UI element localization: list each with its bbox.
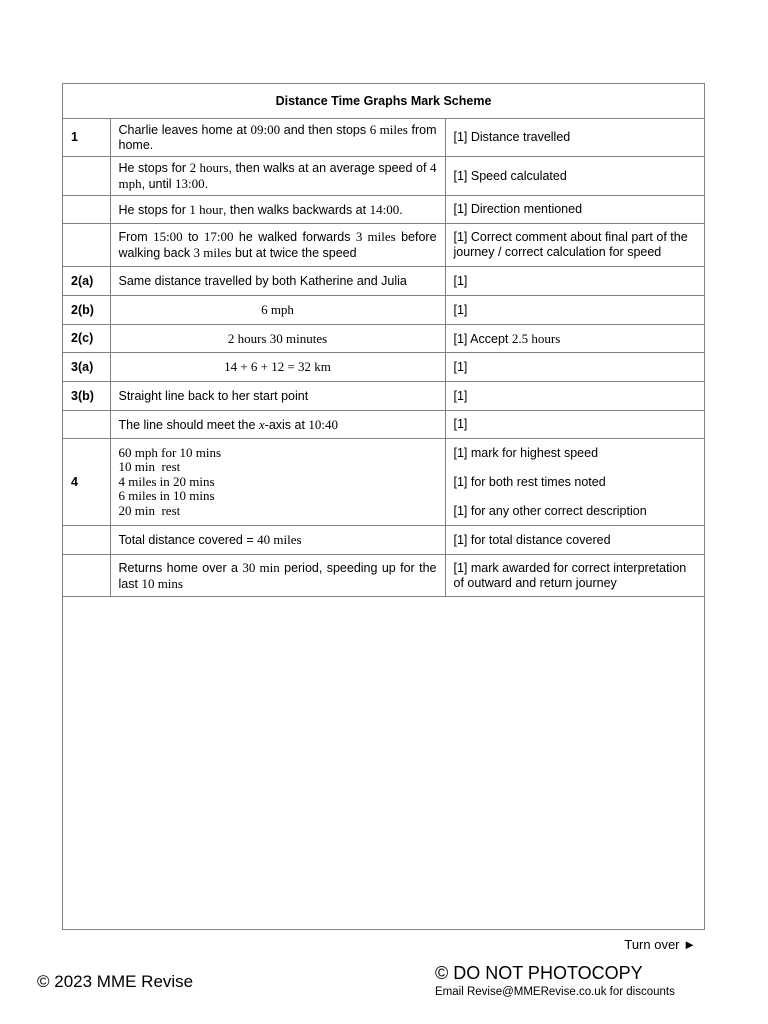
- table-row: [63, 526, 704, 555]
- mark-cell: [1] for total distance covered: [445, 526, 704, 555]
- table-row: [63, 353, 704, 382]
- question-number: [63, 555, 110, 597]
- question-number: [63, 196, 110, 224]
- copyright-notice: © 2023 MME Revise: [37, 972, 194, 991]
- mark-cell: [1] Direction mentioned: [445, 196, 704, 224]
- mark-cell: [1]: [445, 411, 704, 439]
- answer-cell: Charlie leaves home at 09:00 and then stops 6 miles from home.: [110, 119, 445, 157]
- answer-cell: Straight line back to her start point: [110, 382, 445, 411]
- question-number: [63, 411, 110, 439]
- mark-cell: [1]: [445, 353, 704, 382]
- mark-cell: [1] Distance travelled: [445, 119, 704, 157]
- question-number: 2(a): [63, 267, 110, 296]
- answer-cell: From 15:00 to 17:00 he walked forwards 3 miles before walking back 3 miles but at twice the speed: [110, 224, 445, 267]
- question-number: 3(a): [63, 353, 110, 382]
- mark-cell: [1] Speed calculated: [445, 157, 704, 196]
- question-number: [63, 224, 110, 267]
- answer-cell: 2 hours 30 minutes: [110, 325, 445, 353]
- answer-cell: Total distance covered = 40 miles: [110, 526, 445, 555]
- answer-cell: He stops for 2 hours, then walks at an average speed of 4 mph, until 13:00.: [110, 157, 445, 196]
- mark-scheme-table: [63, 84, 704, 597]
- answer-cell: The line should meet the x-axis at 10:40: [110, 411, 445, 439]
- table-row: [63, 555, 704, 597]
- do-not-photocopy-notice: © DO NOT PHOTOCOPY: [435, 963, 643, 983]
- answer-cell: Returns home over a 30 min period, speeding up for the last 10 mins: [110, 555, 445, 597]
- answer-line: 4 miles in 20 mins: [118, 473, 215, 489]
- table-row: [63, 411, 704, 439]
- answer-cell: 14 + 6 + 12 = 32 km: [110, 353, 445, 382]
- answer-cell: Same distance travelled by both Katherine and Julia: [110, 267, 445, 296]
- turn-over-label: Turn over ►: [624, 937, 696, 952]
- answer-line: 10 min rest: [118, 459, 181, 475]
- answer-line: 20 min rest: [118, 502, 181, 518]
- mark-item: [1] for both rest times noted: [453, 474, 606, 489]
- mark-cell: [1] Accept 2.5 hours: [445, 325, 704, 353]
- question-number: 4: [63, 439, 110, 526]
- table-row: [63, 382, 704, 411]
- question-number: 2(c): [63, 325, 110, 353]
- question-number: 3(b): [63, 382, 110, 411]
- mark-cell: [1]: [445, 267, 704, 296]
- mark-cell: [1]: [445, 382, 704, 411]
- mark-cell: [445, 439, 704, 526]
- mark-cell: [1]: [445, 296, 704, 325]
- mark-cell: [1] Correct comment about final part of the journey / correct calculation for speed: [445, 224, 704, 267]
- mark-item: [1] for any other correct description: [453, 503, 647, 518]
- answer-line: 6 miles in 10 mins: [118, 488, 215, 504]
- mark-scheme-page: [62, 83, 705, 930]
- mark-item: [1] mark for highest speed: [453, 445, 599, 460]
- table-row: [63, 296, 704, 325]
- mark-cell: [1] mark awarded for correct interpretation of outward and return journey: [445, 555, 704, 597]
- table-row: [63, 157, 704, 196]
- answer-cell: He stops for 1 hour, then walks backwards at 14:00.: [110, 196, 445, 224]
- answer-cell: 6 mph: [110, 296, 445, 325]
- answer-line: 60 mph for 10 mins: [118, 444, 222, 460]
- question-number: 1: [63, 119, 110, 157]
- table-row: [63, 119, 704, 157]
- question-number: [63, 526, 110, 555]
- question-number: 2(b): [63, 296, 110, 325]
- table-row: [63, 196, 704, 224]
- answer-cell: [110, 439, 445, 526]
- table-row: [63, 267, 704, 296]
- table-row: [63, 439, 704, 526]
- table-title-row: [63, 84, 704, 119]
- table-row: [63, 325, 704, 353]
- question-number: [63, 157, 110, 196]
- table-row: [63, 224, 704, 267]
- discount-email-line: Email Revise@MMERevise.co.uk for discounts: [435, 986, 675, 998]
- table-title: Distance Time Graphs Mark Scheme: [63, 84, 704, 119]
